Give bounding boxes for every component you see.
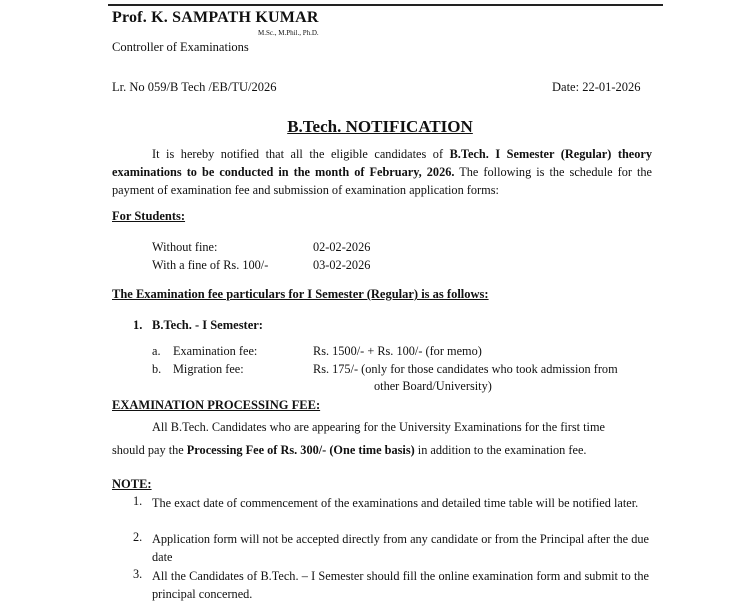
schedule-date-with-fine: 03-02-2026: [313, 258, 371, 272]
schedule-label-without-fine: Without fine:: [152, 240, 218, 254]
note-heading: NOTE:: [112, 477, 152, 491]
schedule-label-with-fine: With a fine of Rs. 100/-: [152, 258, 269, 272]
controller-qualifications: M.Sc., M.Phil., Ph.D.: [258, 29, 319, 37]
students-heading: For Students:: [112, 209, 186, 223]
letter-number: Lr. No 059/B Tech /EB/TU/2026: [112, 80, 277, 94]
examination-fee-label: Examination fee:: [173, 344, 258, 358]
migration-fee-value-continued: other Board/University): [374, 379, 492, 393]
fee-item-label: B.Tech. - I Semester:: [152, 318, 263, 332]
note-number-2: 2.: [133, 530, 143, 544]
migration-fee-label: Migration fee:: [173, 362, 244, 376]
note-item-3: All the Candidates of B.Tech. – I Semester should fill the online examination form and submit to the principal concerned.: [152, 569, 649, 601]
intro-text-2: The following is the schedule for the payment of examination fee and submission of examination application forms:: [112, 165, 652, 197]
controller-name: Prof. K. SAMPATH KUMAR: [112, 9, 319, 26]
processing-fee-prefix: should pay the: [112, 443, 187, 457]
intro-paragraph: [112, 145, 652, 199]
processing-fee-amount: Processing Fee of Rs. 300/- (One time basis): [186, 443, 415, 457]
controller-designation: Controller of Examinations: [112, 40, 249, 54]
fee-item-number: 1.: [133, 318, 143, 332]
intro-bold-text: B.Tech. I Semester (Regular) theory examinations to be conducted in the month of February, 2026.: [112, 147, 652, 179]
fee-particulars-heading: The Examination fee particulars for I Semester (Regular) is as follows:: [112, 287, 489, 301]
top-rule: [108, 4, 663, 6]
processing-fee-line-1: All B.Tech. Candidates who are appearing for the University Examinations for the first time: [152, 420, 605, 434]
note-number-1: 1.: [133, 494, 143, 508]
note-item-1: The exact date of commencement of the examinations and detailed time table will be notified later.: [152, 496, 639, 510]
processing-fee-suffix: in addition to the examination fee.: [414, 443, 587, 457]
fee-row-letter-b: b.: [152, 362, 162, 376]
intro-text-1: It is hereby notified that all the eligible candidates of: [152, 147, 450, 161]
examination-fee-value: Rs. 1500/- + Rs. 100/- (for memo): [313, 344, 482, 358]
processing-fee-line-2: [112, 443, 587, 458]
notification-date: Date: 22-01-2026: [552, 80, 641, 94]
fee-row-letter-a: a.: [152, 344, 161, 358]
note-number-3: 3.: [133, 567, 143, 581]
migration-fee-value: Rs. 175/- (only for those candidates who took admission from: [313, 362, 618, 376]
schedule-date-without-fine: 02-02-2026: [313, 240, 371, 254]
notification-title: B.Tech. NOTIFICATION: [287, 117, 473, 136]
processing-fee-heading: EXAMINATION PROCESSING FEE:: [112, 398, 321, 412]
note-item-2: Application form will not be accepted directly from any candidate or from the Principal after the due date: [152, 532, 649, 564]
